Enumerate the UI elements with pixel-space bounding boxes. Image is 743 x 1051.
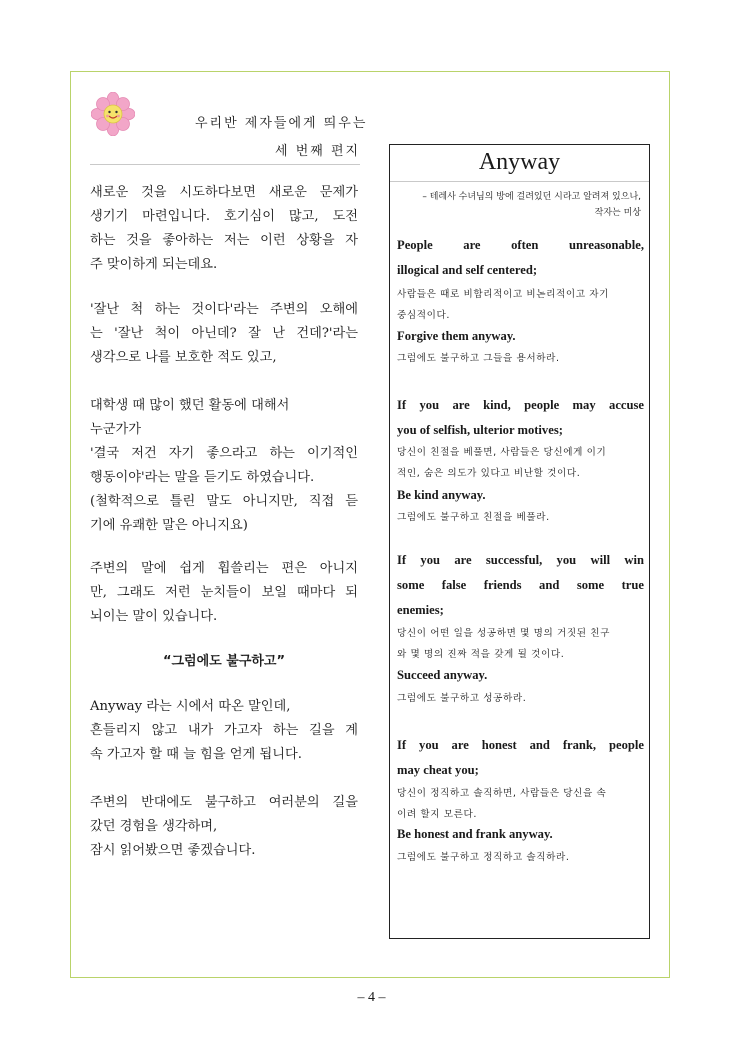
- poem-line: 당신이 정직하고 솔직하면, 사람들은 당신을 속: [397, 788, 607, 799]
- text-line: '잘난 척 하는 것이다'라는 주변의 오해에: [90, 302, 358, 317]
- poem-line: 이려 할지 모른다.: [397, 809, 478, 820]
- poem-line: some false friends and some true: [397, 578, 644, 592]
- stanza-3-refrain-korean: [397, 688, 644, 709]
- stanza-2-refrain-korean: [397, 507, 644, 528]
- poem-line: Be honest and frank anyway.: [397, 827, 553, 841]
- poem-line: Be kind anyway.: [397, 488, 486, 502]
- stanza-4-korean: [397, 783, 644, 825]
- letter-title-line2: 세 번째 편지: [275, 144, 361, 159]
- poem-line: you of selfish, ulterior motives;: [397, 423, 563, 437]
- stanza-3-refrain: [397, 663, 644, 688]
- text-line: 잠시 읽어봤으면 좋겠습니다.: [90, 843, 256, 858]
- poem-attribution: [401, 189, 641, 221]
- stanza-4-refrain-korean: [397, 847, 644, 868]
- text-line: 생기기 마련입니다. 호기심이 많고, 도전: [90, 209, 358, 224]
- stanza-1-english: [397, 233, 644, 283]
- poem-line: People are often unreasonable,: [397, 238, 644, 252]
- poem-line: Forgive them anyway.: [397, 329, 516, 343]
- stanza-1-refrain: [397, 324, 644, 349]
- poem-box: [389, 144, 650, 939]
- paragraph-3: [90, 394, 358, 538]
- letter-title-line1: 우리반 제자들에게 띄우는: [195, 116, 368, 131]
- poem-line: 그럼에도 불구하고 성공하라.: [397, 693, 527, 704]
- poem-line: 적인, 숨은 의도가 있다고 비난할 것이다.: [397, 468, 581, 479]
- text-line: Anyway 라는 시에서 따온 말인데,: [90, 699, 291, 714]
- text-line: (철학적으로 틀린 말도 아니지만, 직접 듣: [90, 494, 358, 509]
- paragraph-4: [90, 557, 358, 629]
- poem-line: illogical and self centered;: [397, 263, 538, 277]
- poem-line: enemies;: [397, 603, 444, 617]
- attribution-line: – 테레사 수녀님의 방에 걸려있던 시라고 알려져 있으나,: [422, 192, 641, 202]
- stanza-4-english: [397, 733, 644, 783]
- attribution-line: 작자는 미상: [594, 208, 641, 218]
- poem-title-divider: [390, 181, 649, 182]
- poem-line: may cheat you;: [397, 763, 479, 777]
- stanza-1-refrain-korean: [397, 348, 644, 369]
- text-line: 대학생 때 많이 했던 활동에 대해서: [90, 398, 290, 413]
- poem-line: If you are kind, people may accuse: [397, 398, 644, 412]
- poem-line: Succeed anyway.: [397, 668, 488, 682]
- paragraph-2: [90, 298, 358, 370]
- section-heading: “그럼에도 불구하고”: [162, 654, 286, 669]
- page-number: – 4 –: [357, 990, 386, 1005]
- stanza-2-english: [397, 393, 644, 443]
- paragraph-1: [90, 181, 358, 277]
- stanza-3-korean: [397, 623, 644, 665]
- paragraph-5: [90, 695, 358, 767]
- text-line: 생각으로 나를 보호한 적도 있고,: [90, 350, 277, 365]
- poem-line: 와 몇 명의 진짜 적을 갖게 될 것이다.: [397, 649, 565, 660]
- text-line: '결국 저건 자기 좋으라고 하는 이기적인: [90, 446, 358, 461]
- text-line: 흔들리지 않고 내가 가고자 하는 길을 계: [90, 723, 358, 738]
- text-line: 주변의 말에 쉽게 휩쓸리는 편은 아니지: [90, 561, 358, 576]
- paragraph-6: [90, 791, 358, 863]
- poem-line: 중심적이다.: [397, 310, 450, 321]
- text-line: 는 '잘난 척이 아닌데? 잘 난 건데?'라는: [90, 326, 358, 341]
- poem-line: 당신이 어떤 일을 성공하면 몇 명의 거짓된 친구: [397, 628, 611, 639]
- text-line: 만, 그래도 저런 눈치들이 보일 때마다 되: [90, 585, 358, 600]
- stanza-4-refrain: [397, 822, 644, 847]
- text-line: 뇌이는 말이 있습니다.: [90, 609, 218, 624]
- flower-smiley-icon: [91, 92, 135, 136]
- stanza-2-refrain: [397, 483, 644, 508]
- text-line: 새로운 것을 시도하다보면 새로운 문제가: [90, 185, 358, 200]
- poem-line: 그럼에도 불구하고 친절을 베풀라.: [397, 512, 550, 523]
- text-line: 기에 유쾌한 말은 아니지요): [90, 518, 248, 533]
- text-line: 속 가고자 할 때 늘 힘을 얻게 됩니다.: [90, 747, 302, 762]
- poem-title: Anyway: [478, 149, 561, 175]
- poem-line: 그럼에도 불구하고 정직하고 솔직하라.: [397, 852, 570, 863]
- poem-line: If you are honest and frank, people: [397, 738, 644, 752]
- stanza-3-english: [397, 548, 644, 623]
- text-line: 주 맞이하게 되는데요.: [90, 257, 218, 272]
- poem-line: 사람들은 때로 비합리적이고 비논리적이고 자기: [397, 289, 609, 300]
- title-divider: [90, 164, 360, 165]
- stanza-2-korean: [397, 442, 644, 484]
- poem-line: 당신이 친절을 베풀면, 사람들은 당신에게 이기: [397, 447, 607, 458]
- stanza-1-korean: [397, 284, 644, 326]
- text-line: 행동이야'라는 말을 듣기도 하였습니다.: [90, 470, 315, 485]
- text-line: 갔던 경험을 생각하며,: [90, 819, 218, 834]
- text-line: 누군가가: [90, 422, 141, 437]
- poem-line: If you are successful, you will win: [397, 553, 644, 567]
- poem-line: 그럼에도 불구하고 그들을 용서하라.: [397, 353, 560, 364]
- text-line: 하는 것을 좋아하는 저는 이런 상황을 자: [90, 233, 358, 248]
- text-line: 주변의 반대에도 불구하고 여러분의 길을: [90, 795, 358, 810]
